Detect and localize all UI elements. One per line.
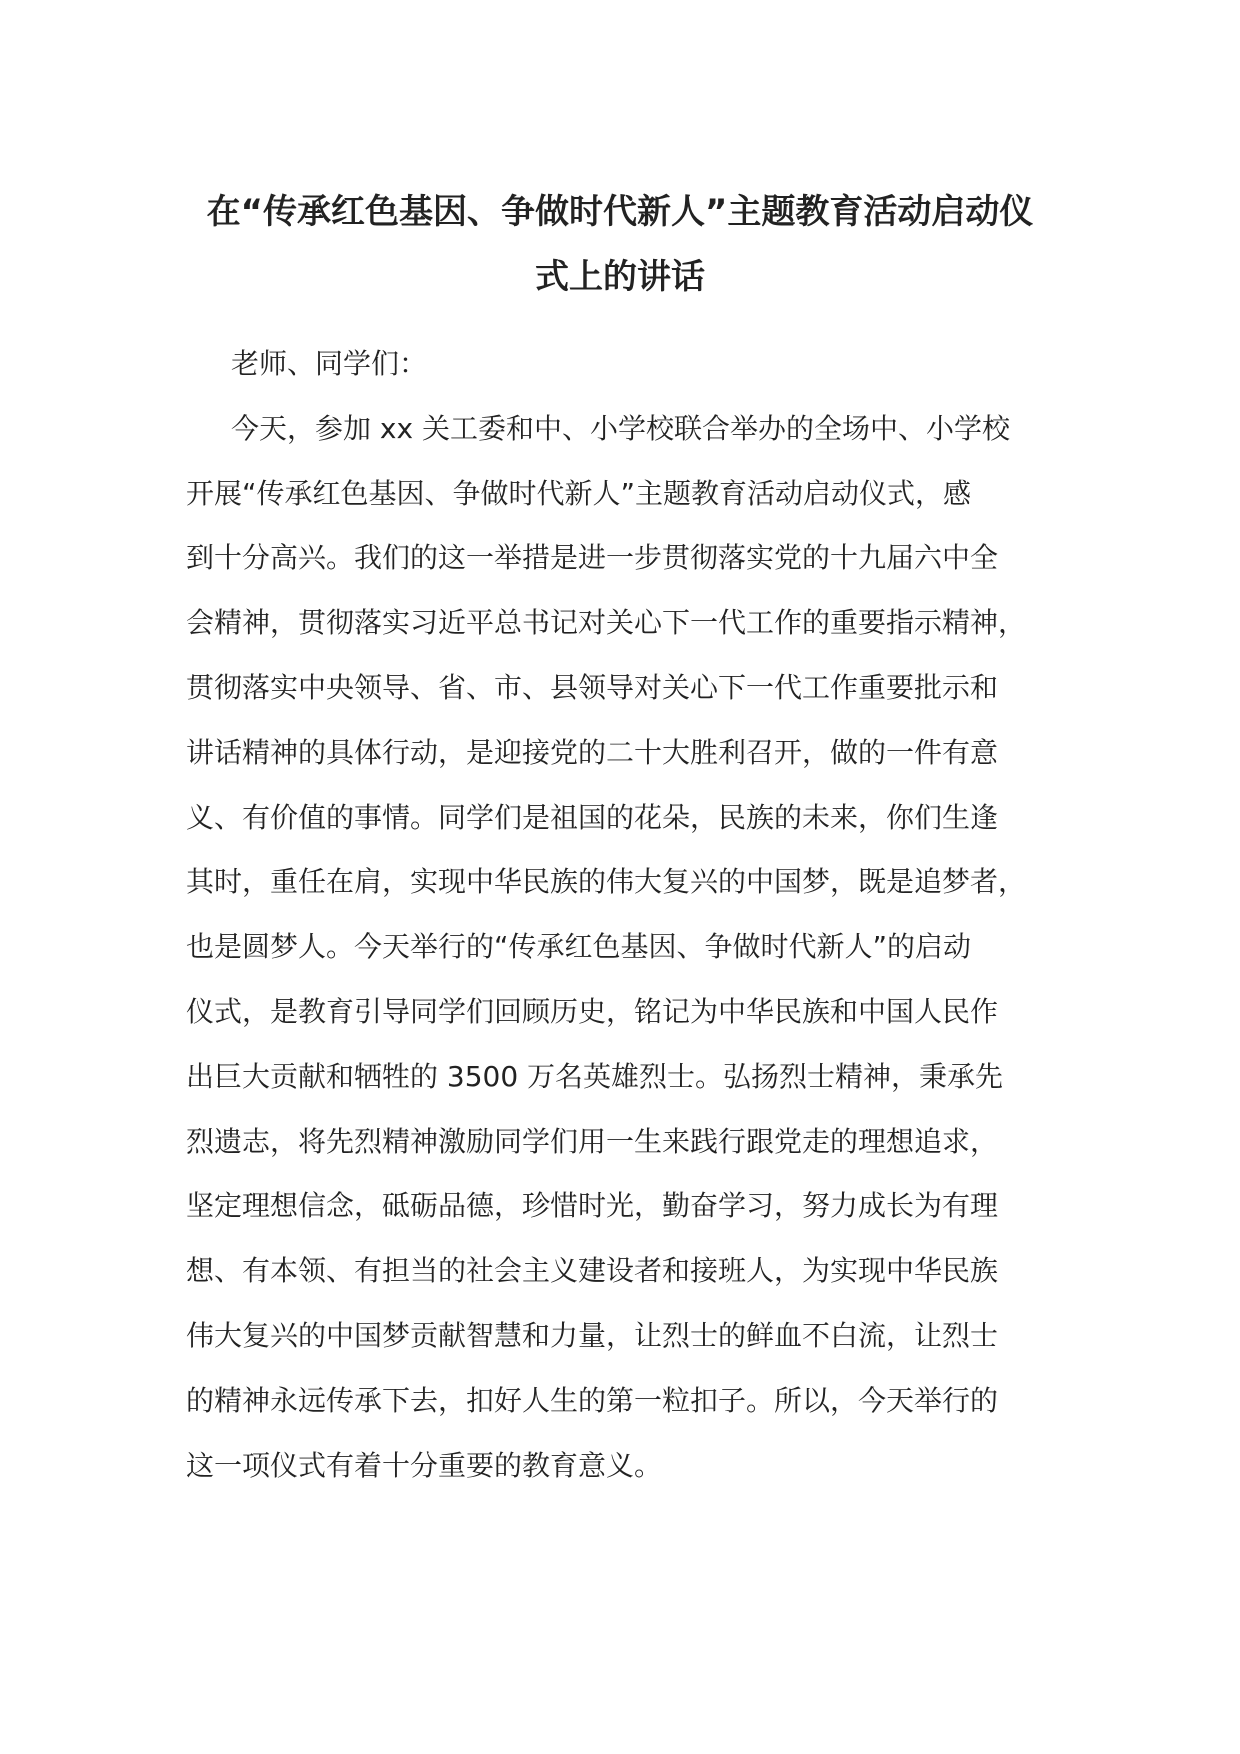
paragraph-line: 仪式，是教育引导同学们回顾历史，铭记为中华民族和中国人民作	[186, 994, 999, 1028]
paragraph-line: 今天，参加 xx 关工委和中、小学校联合举办的全场中、小学校	[231, 411, 1010, 445]
paragraph-line: 这一项仪式有着十分重要的教育意义。	[186, 1448, 663, 1482]
salutation: 老师、同学们：	[231, 347, 428, 380]
paragraph-line: 也是圆梦人。今天举行的“传承红色基因、争做时代新人”的启动	[186, 930, 972, 964]
document-body	[186, 332, 1066, 1498]
paragraph-line: 会精神，贯彻落实习近平总书记对关心下一代工作的重要指示精神，	[186, 606, 1027, 640]
paragraph-line: 讲话精神的具体行动，是迎接党的二十大胜利召开，做的一件有意	[186, 735, 999, 769]
paragraph-line: 其时，重任在肩，实现中华民族的伟大复兴的中国梦，既是追梦者，	[186, 865, 1027, 899]
document-title	[180, 180, 1060, 310]
paragraph-line: 伟大复兴的中国梦贡献智慧和力量，让烈士的鲜血不白流，让烈士	[186, 1318, 999, 1352]
title-line: 在“传承红色基因、争做时代新人”主题教育活动启动仪	[206, 192, 1034, 232]
paragraph-line: 出巨大贡献和牺牲的 3500 万名英雄烈士。弘扬烈士精神，秉承先	[186, 1059, 1004, 1093]
paragraph-line: 的精神永远传承下去，扣好人生的第一粒扣子。所以，今天举行的	[186, 1383, 999, 1417]
paragraph-line: 贯彻落实中央领导、省、市、县领导对关心下一代工作重要批示和	[186, 670, 999, 704]
paragraph-line: 想、有本领、有担当的社会主义建设者和接班人，为实现中华民族	[186, 1254, 999, 1288]
paragraph-line: 烈遗志，将先烈精神激励同学们用一生来践行跟党走的理想追求，	[186, 1124, 999, 1158]
title-line: 式上的讲话	[535, 257, 705, 297]
paragraph-line: 坚定理想信念，砥砺品德，珍惜时光，勤奋学习，努力成长为有理	[186, 1189, 999, 1223]
paragraph-line: 义、有价值的事情。同学们是祖国的花朵，民族的未来，你们生逢	[186, 800, 999, 834]
paragraph-line: 开展“传承红色基因、争做时代新人”主题教育活动启动仪式，感	[186, 476, 972, 510]
paragraph-line: 到十分高兴。我们的这一举措是进一步贯彻落实党的十九届六中全	[186, 541, 999, 575]
